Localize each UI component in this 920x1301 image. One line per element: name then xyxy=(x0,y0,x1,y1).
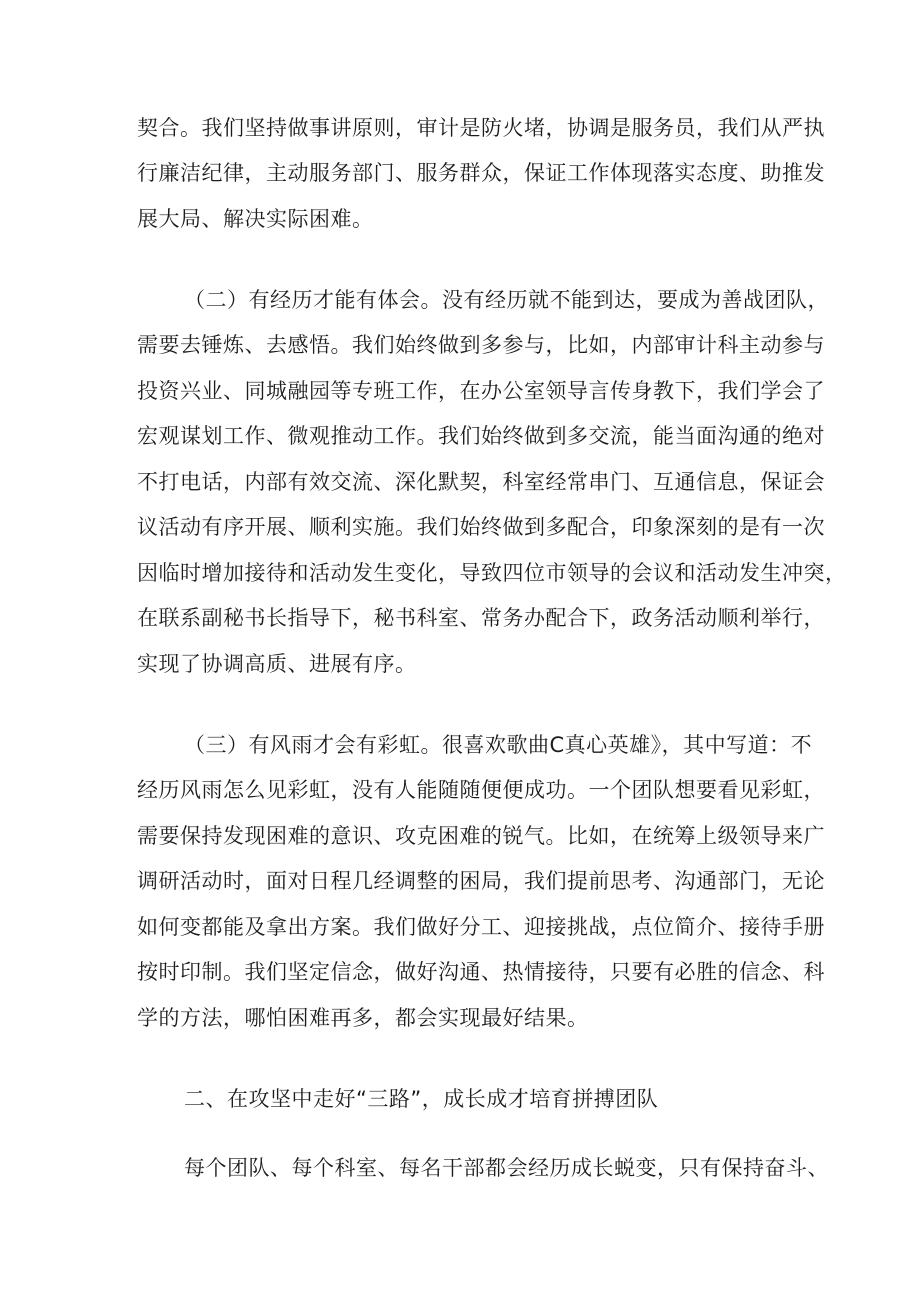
paragraph-3-line-1: （三）有风雨才会有彩虹。很喜欢歌曲C真心英雄》，其中写道：不 xyxy=(184,733,813,757)
paragraph-2-line-3: 投资兴业、同城融园等专班工作，在办公室领导言传身教下，我们学会了 xyxy=(137,379,825,403)
paragraph-3-line-4: 调研活动时，面对日程几经调整的困局，我们提前思考、沟通部门，无论 xyxy=(137,869,825,893)
paragraph-2-line-6: 议活动有序开展、顺利实施。我们始终做到多配合，印象深刻的是有一次 xyxy=(137,515,825,539)
paragraph-3-line-3: 需要保持发现困难的意识、攻克困难的锐气。比如，在统筹上级领导来广 xyxy=(137,824,825,848)
paragraph-1-line-2: 行廉洁纪律，主动服务部门、服务群众，保证工作体现落实态度、助推发 xyxy=(137,161,825,185)
paragraph-2-line-4: 宏观谋划工作、微观推动工作。我们始终做到多交流，能当面沟通的绝对 xyxy=(137,424,825,448)
paragraph-2-line-5: 不打电话，内部有效交流、深化默契，科室经常串门、互通信息，保证会 xyxy=(137,470,825,494)
paragraph-2-line-1: （二）有经历才能有体会。没有经历就不能到达，要成为善战团队， xyxy=(184,288,829,312)
section-heading: 二、在攻坚中走好“三路”，成长成才培育拼搏团队 xyxy=(184,1087,659,1111)
paragraph-3-line-7: 学的方法，哪怕困难再多，都会实现最好结果。 xyxy=(137,1006,589,1030)
paragraph-2-line-8: 在联系副秘书长指导下，秘书科室、常务办配合下，政务活动顺利举行， xyxy=(137,606,825,630)
paragraph-3-line-2: 经历风雨怎么见彩虹，没有人能随随便便成功。一个团队想要看见彩虹， xyxy=(137,778,825,802)
paragraph-1-line-3: 展大局、解决实际困难。 xyxy=(137,207,374,231)
paragraph-3-line-6: 按时印制。我们坚定信念，做好沟通、热情接待，只要有必胜的信念、科 xyxy=(137,960,825,984)
paragraph-2-line-7: 因临时增加接待和活动发生变化，导致四位市领导的会议和活动发生冲突， xyxy=(137,561,847,585)
paragraph-1-line-1: 契合。我们坚持做事讲原则，审计是防火堵，协调是服务员，我们从严执 xyxy=(137,116,825,140)
paragraph-4-line-1: 每个团队、每个科室、每名干部都会经历成长蜕变，只有保持奋斗、 xyxy=(184,1156,829,1180)
paragraph-2-line-2: 需要去锤炼、去感悟。我们始终做到多参与，比如，内部审计科主动参与 xyxy=(137,333,825,357)
paragraph-2-line-9: 实现了协调高质、进展有序。 xyxy=(137,652,417,676)
paragraph-3-line-5: 如何变都能及拿出方案。我们做好分工、迎接挑战，点位简介、接待手册 xyxy=(137,915,825,939)
